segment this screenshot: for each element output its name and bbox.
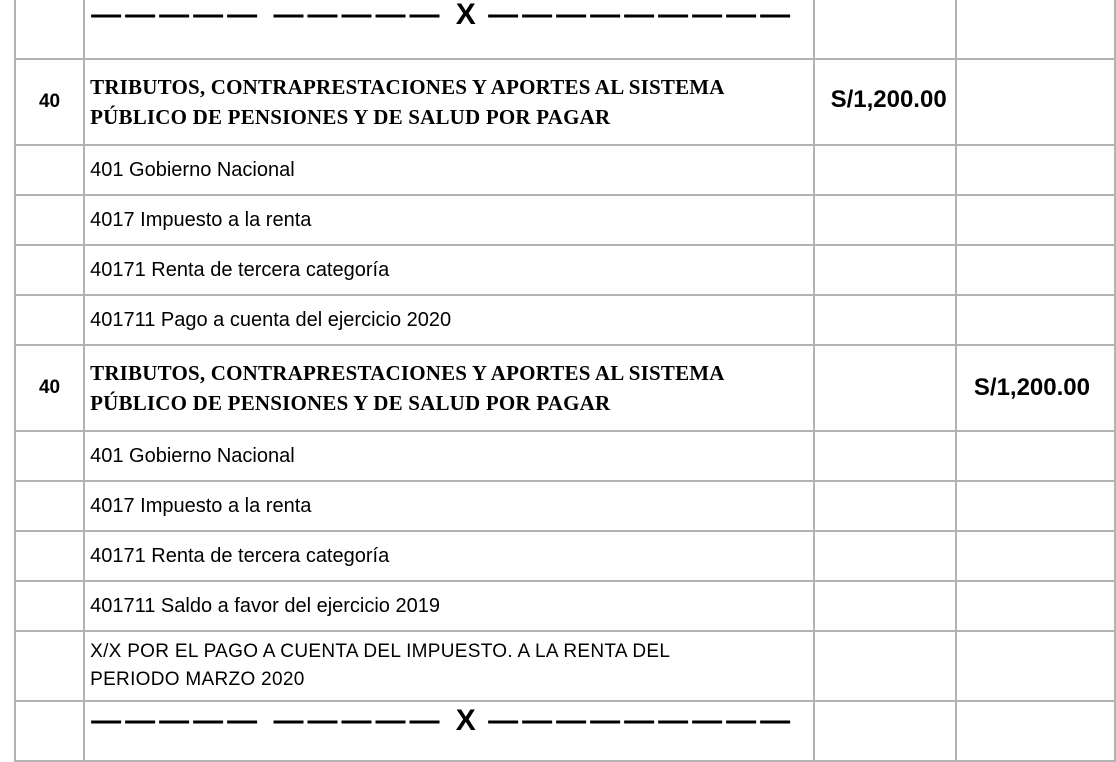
account-row [15, 345, 1115, 431]
subaccount-label: 401711 Saldo a favor del ejercicio 2019 [84, 581, 814, 631]
subaccount-row [15, 481, 1115, 531]
subaccount-label: 40171 Renta de tercera categoría [84, 531, 814, 581]
subaccount-row [15, 195, 1115, 245]
gloss-row [15, 631, 1115, 701]
credit-amount [956, 59, 1115, 145]
account-title: TRIBUTOS, CONTRAPRESTACIONES Y APORTES AL SISTEMA PÚBLICO DE PENSIONES Y DE SALUD POR PAGAR [84, 345, 814, 431]
entry-gloss: X/X POR EL PAGO A CUENTA DEL IMPUESTO. A LA RENTA DEL PERIODO MARZO 2020 [84, 631, 814, 701]
account-code: 40 [15, 345, 84, 431]
subaccount-row [15, 295, 1115, 345]
subaccount-label: 401 Gobierno Nacional [84, 431, 814, 481]
account-title: TRIBUTOS, CONTRAPRESTACIONES Y APORTES AL SISTEMA PÚBLICO DE PENSIONES Y DE SALUD POR PAGAR [84, 59, 814, 145]
separator-row-bottom [15, 701, 1115, 761]
subaccount-label: 40171 Renta de tercera categoría [84, 245, 814, 295]
separator-top: ————— ————— X ————————— [84, 0, 814, 59]
subaccount-row [15, 245, 1115, 295]
account-row [15, 59, 1115, 145]
separator-row-top [15, 0, 1115, 59]
debit-amount: S/1,200.00 [814, 59, 955, 145]
journal-entry-table [14, 0, 1116, 762]
subaccount-label: 401711 Pago a cuenta del ejercicio 2020 [84, 295, 814, 345]
subaccount-label: 401 Gobierno Nacional [84, 145, 814, 195]
subaccount-label: 4017 Impuesto a la renta [84, 481, 814, 531]
subaccount-row [15, 431, 1115, 481]
credit-amount: S/1,200.00 [956, 345, 1115, 431]
separator-bottom: ————— ————— X ————————— [84, 701, 814, 761]
subaccount-row [15, 145, 1115, 195]
subaccount-row [15, 531, 1115, 581]
account-code: 40 [15, 59, 84, 145]
subaccount-row [15, 581, 1115, 631]
subaccount-label: 4017 Impuesto a la renta [84, 195, 814, 245]
debit-amount [814, 345, 955, 431]
